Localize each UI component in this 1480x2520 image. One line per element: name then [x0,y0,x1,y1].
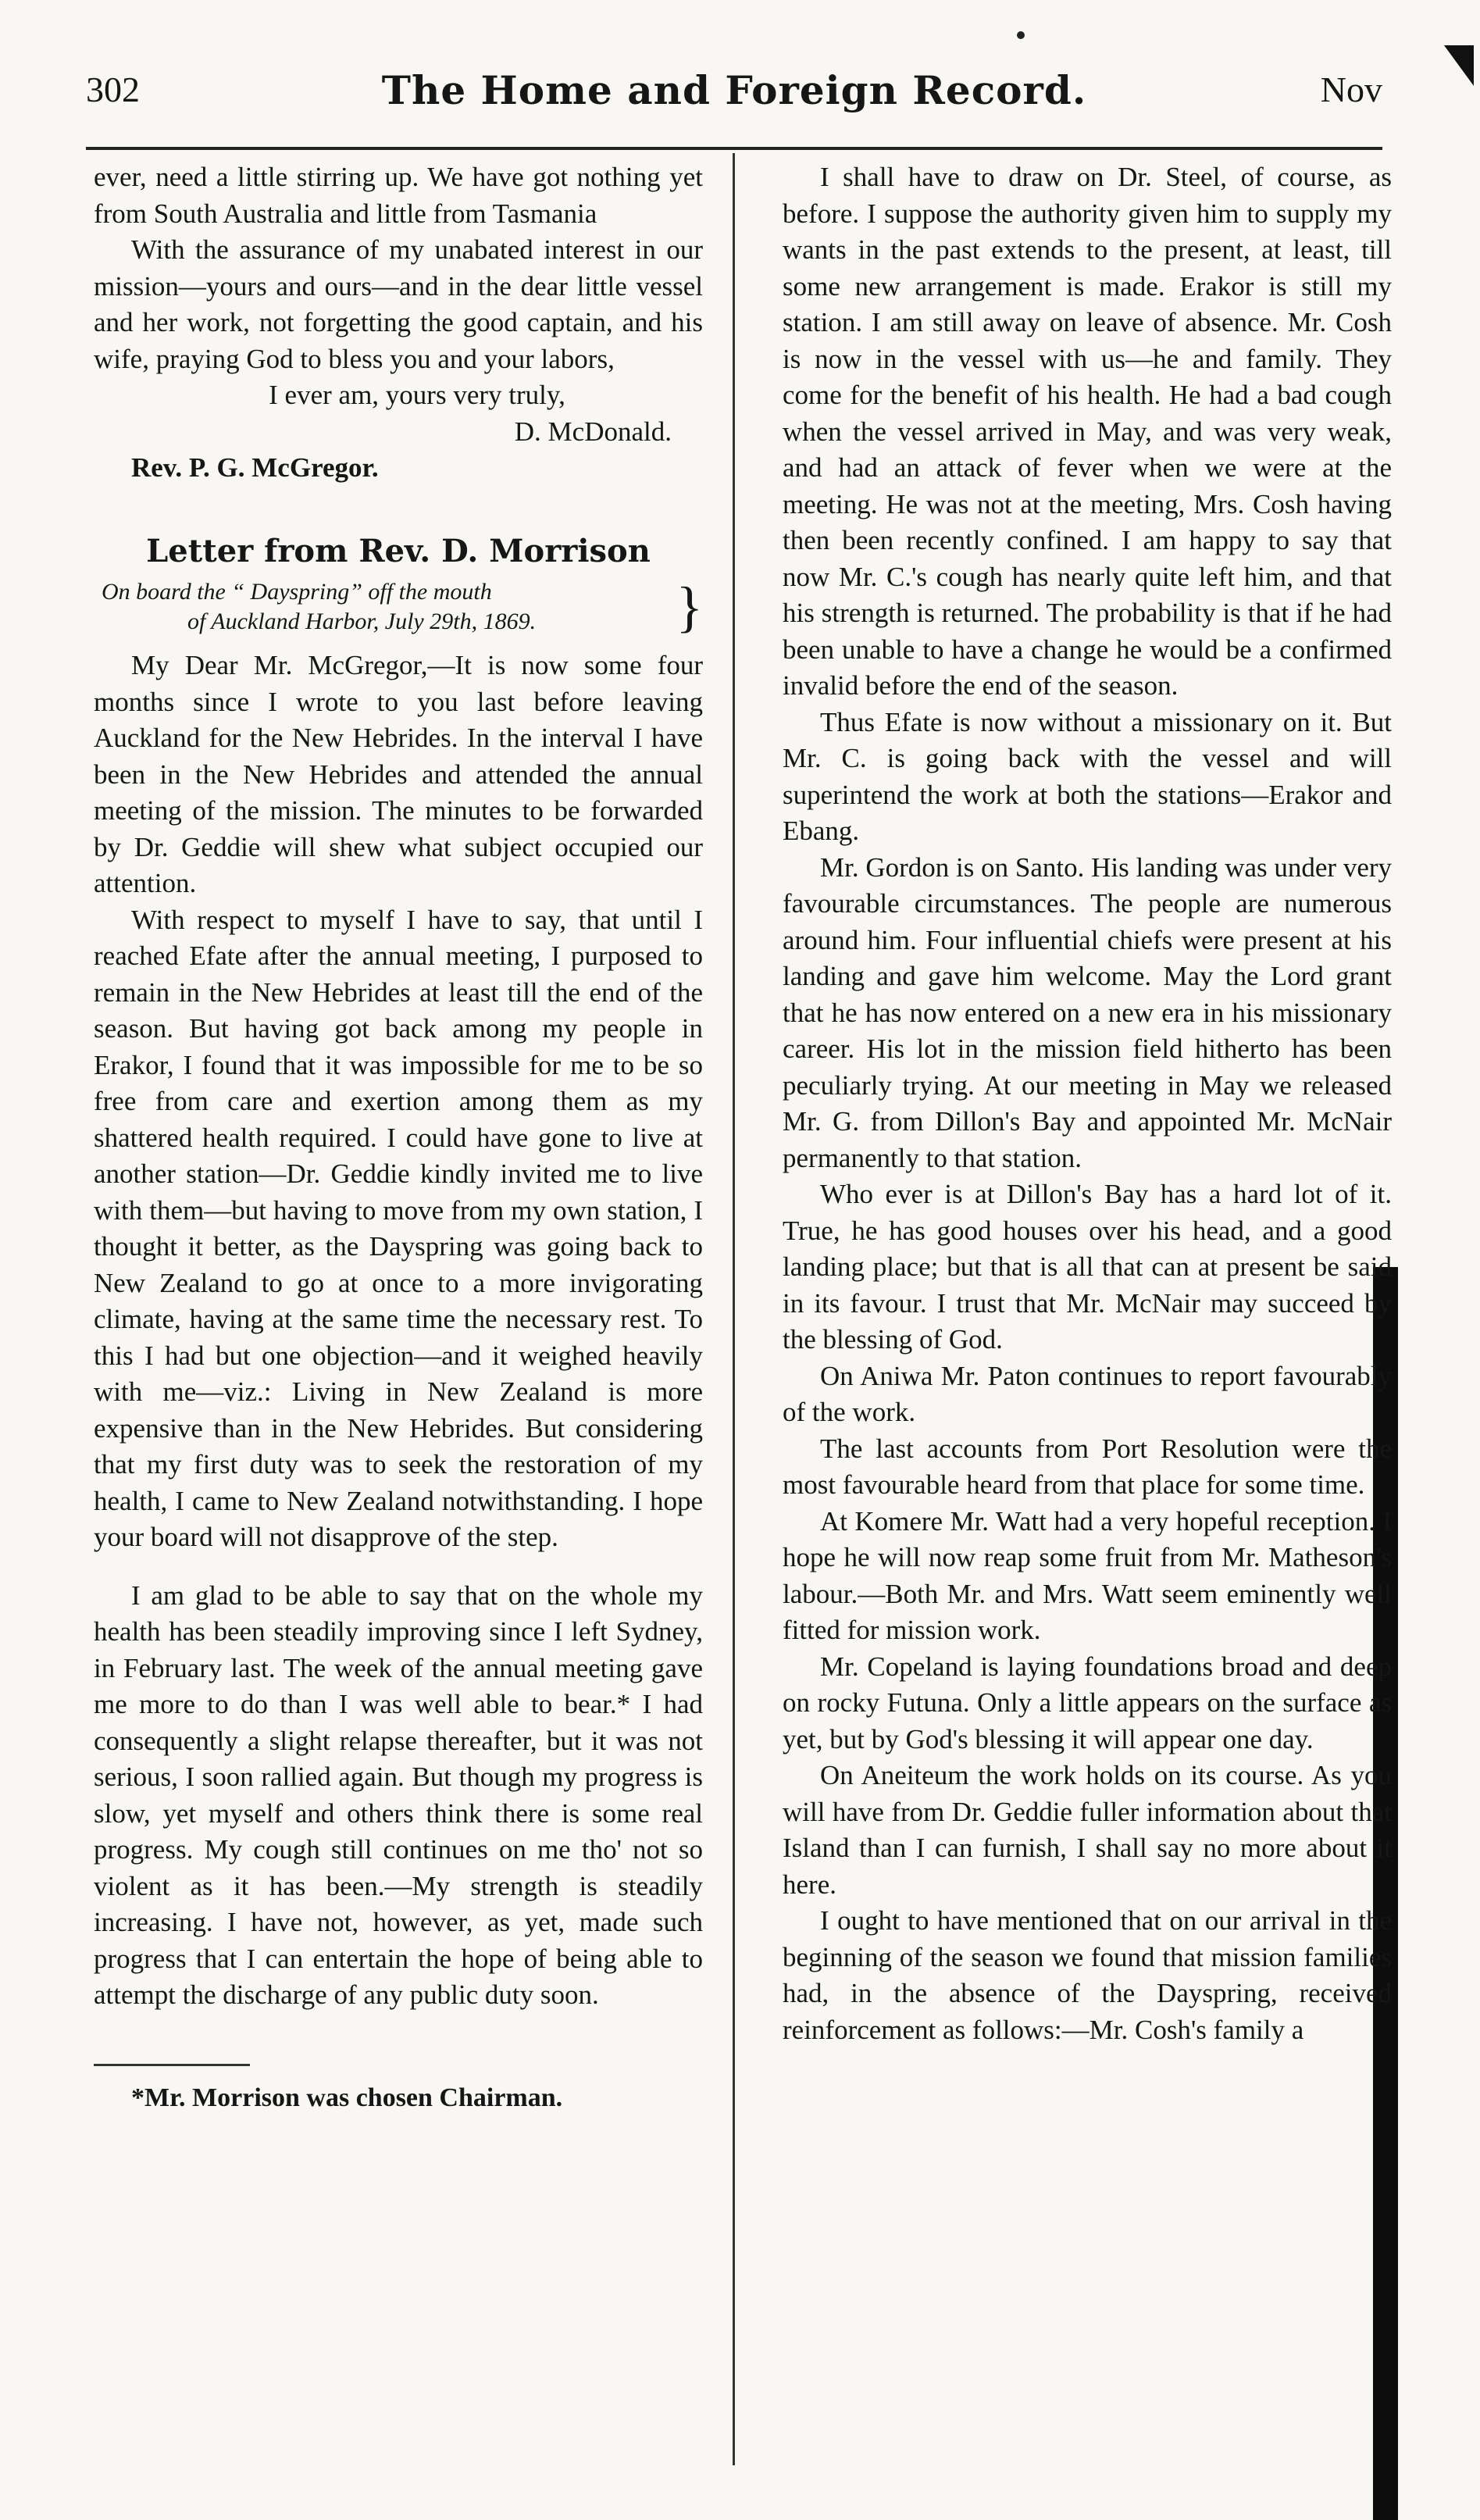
addressee: Rev. P. G. McGregor. [131,452,379,483]
footnote: *Mr. Morrison was chosen Chairman. [131,2083,563,2112]
paragraph: With respect to myself I have to say, that until I reached Efate after the annual meeting, I purposed to remain in the New Hebrides at least till the end of the season. But having got back among my people in Erakor, I found that it was impossible for me to be so free from care and exertion among them as my shattered health required. I could have gone to live at another station—Dr. Geddie kindly invited me to live with them—but having to move from my own station, I thought it better, as the Dayspring was going back to New Zealand to go at once to a more invigorating climate, having at the same time the necessary rest. To this I had but one objection—and it weighed heavily with me—viz.: Living in New Zealand is more expensive than in the New Hebrides. But considering that my first duty was to seek the restoration of my health, I came to New Zealand notwithstanding. I hope your board will not disapprove of the step. [94,904,703,1552]
footnote-rule [94,2064,250,2066]
signature: D. McDonald. [514,416,672,447]
paragraph: Who ever is at Dillon's Bay has a hard lot of it. True, he has good houses over his head, and a good landing place; but that is all that can at present be said in its favour. I trust that Mr. McNair may succeed by the blessing of God. [783,1179,1392,1355]
column-divider [733,153,735,2465]
paragraph: With the assurance of my unabated interest in our mission—yours and ours—and in the dear little vessel and her work, not forgetting the good captain, and his wife, praying God to bless you and your labors, [94,234,703,374]
paragraph: I ought to have mentioned that on our arrival in the beginning of the season we found that mission families had, in the absence of the Dayspring, received reinforcement as follows:—Mr. Cosh's family a [783,1905,1392,2045]
running-month: Nov [1320,70,1382,109]
letter-closing: I ever am, yours very truly, [269,380,565,410]
page-number: 302 [86,70,140,109]
paragraph: On Aniwa Mr. Paton continues to report favourably of the work. [783,1360,1392,1427]
right-column [783,159,1392,2048]
paragraph: On Aneiteum the work holds on its course. As you will have from Dr. Geddie fuller information about that Island than I can furnish, I shall say no more about it here. [783,1760,1392,1900]
paragraph: Mr. Copeland is laying foundations broad and deep on rocky Futuna. Only a little appears on the surface as yet, but by God's blessing it will appear one day. [783,1651,1392,1754]
speck-mark [1017,31,1025,39]
paragraph: I am glad to be able to say that on the whole my health has been steadily improving since I left Sydney, in February last. The week of the annual meeting gave me more to do than I was well able to bear.* I had consequently a slight relapse thereafter, but it was not serious, I soon rallied again. But though my progress is slow, yet myself and others think there is some real progress. My cough still continues on me tho' not so violent as it has been.—My strength is steadily increasing. I have not, however, as yet, made such progress that I can entertain the hope of being able to attempt the discharge of any public duty soon. [94,1579,703,2010]
paragraph: My Dear Mr. McGregor,—It is now some four months since I wrote to you last before leaving Auckland for the New Hebrides. In the interval I have been in the New Hebrides and attended the annual meeting of the mission. The minutes to be forwarded by Dr. Geddie will shew what subject occupied our attention. [94,650,703,898]
dateline-brace: } [676,576,703,638]
paragraph: The last accounts from Port Resolution were the most favourable heard from that place for some time. [783,1433,1392,1500]
paragraph: Thus Efate is now without a missionary on it. But Mr. C. is going back with the vessel and will superintend the work at both the stations—Erakor and Ebang. [783,706,1392,846]
paragraph: At Komere Mr. Watt had a very hopeful reception. I hope he will now reap some fruit from Mr. Matheson's labour.—Both Mr. and Mrs. Watt seem eminently well fitted for mission work. [783,1505,1392,1645]
dateline-line: of Auckland Harbor, July 29th, 1869. [187,609,537,634]
dateline [94,577,703,637]
header-rule [86,147,1382,150]
page-header [86,69,1382,144]
dateline-line: On board the “ Dayspring” off the mouth [102,579,492,605]
paragraph: I shall have to draw on Dr. Steel, of course, as before. I suppose the authority given him to supply my wants in the past extends to the present, at least, till some new arrangement is made. Erakor is still my station. I am still away on leave of absence. Mr. Cosh is now in the vessel with us—he and family. They come for the benefit of his health. He had a bad cough when the vessel arrived in May, and was very weak, and had an attack of fever when we were at the meeting. He was not at the meeting, Mrs. Cosh having then been recently confined. I am happy to say that now Mr. C.'s cough has nearly quite left him, and that his strength is returned. The probability is that if he had been unable to have a change he would be a confirmed invalid before the end of the season. [783,162,1392,701]
journal-title: The Home and Foreign Record. [381,67,1087,113]
left-column [94,159,703,2116]
paragraph: Mr. Gordon is on Santo. His landing was under very favourable circumstances. The people are numerous around him. Four influential chiefs were present at his landing and gave him welcome. May the Lord grant that he has now entered on a new era in his missionary career. His lot in the mission field hitherto has been peculiarly trying. At our meeting in May we released Mr. G. from Dillon's Bay and appointed Mr. McNair permanently to that station. [783,851,1393,1173]
corner-mark [1444,45,1474,86]
paragraph: ever, need a little stirring up. We have got nothing yet from South Australia and little from Tasmania [94,162,703,229]
letter-heading: Letter from Rev. D. Morrison [146,532,651,569]
